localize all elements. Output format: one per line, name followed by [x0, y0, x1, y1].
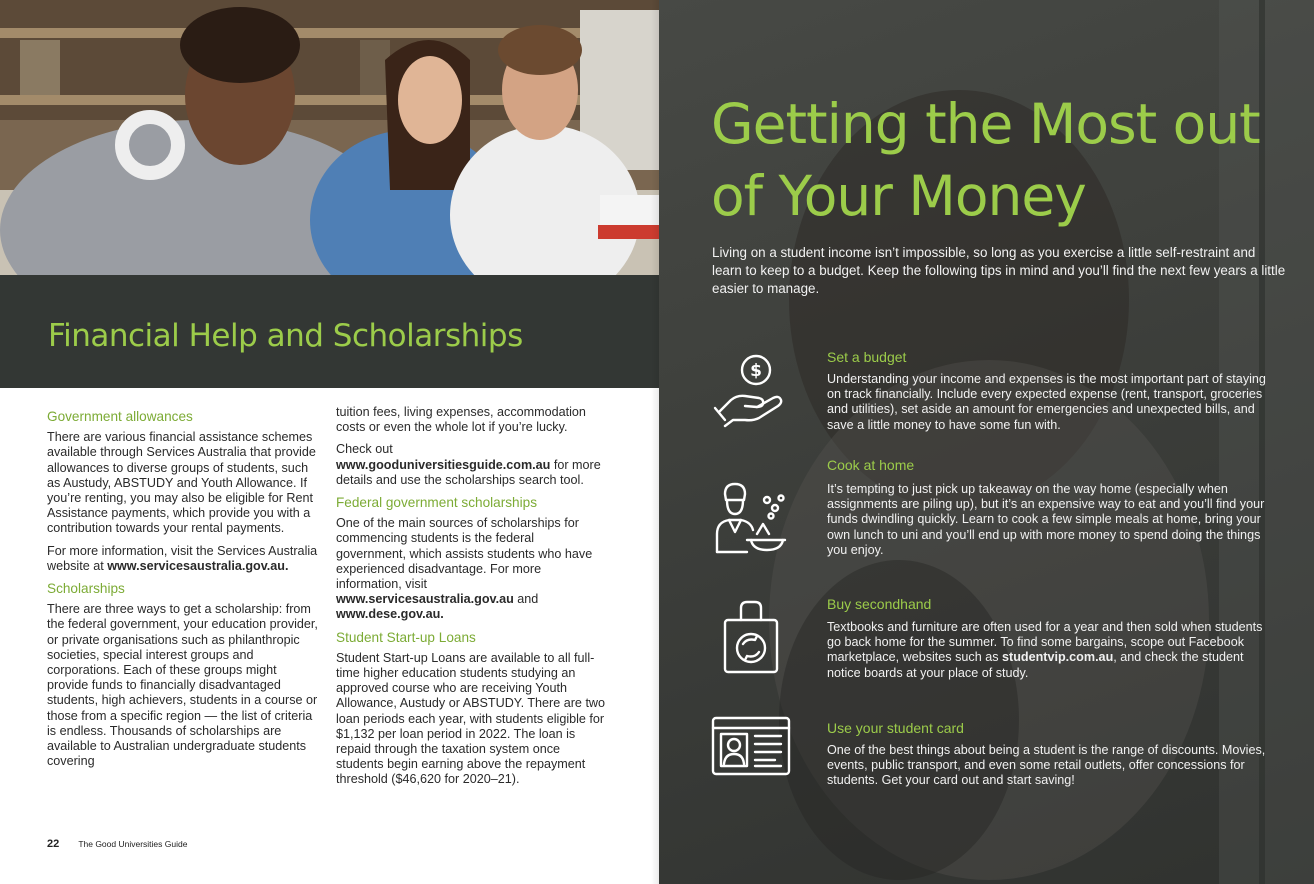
- tip-text: One of the best things about being a student is the range of discounts. Movies, events, public transport, and even some retail outlets, offer concessions for students. Get your card out and start saving!: [827, 743, 1266, 788]
- link-studentvip[interactable]: studentvip.com.au: [1002, 650, 1114, 665]
- heading-federal-scholarships: Federal government scholarships: [336, 495, 537, 511]
- heading-startup-loans: Student Start-up Loans: [336, 629, 476, 645]
- page-number: 22: [47, 838, 60, 850]
- tip-title: Cook at home: [827, 457, 915, 473]
- link-gooduniversitiesguide[interactable]: www.gooduniversitiesguide.com.au: [336, 457, 551, 472]
- text-column-1: [47, 405, 319, 776]
- link-servicesaustralia[interactable]: www.servicesaustralia.gov.au.: [107, 558, 289, 573]
- tip-title: Use your student card: [827, 720, 964, 736]
- students-photo-illustration: [0, 0, 659, 275]
- tip-text: It’s tempting to just pick up takeaway on the way home (especially when assignments are piling up), but it’s an expensive way to eat and you’ll find your funds dwindling quickly. Learn to cook a few simple meals at home, bring your own lunch to uni and you’ll end up with more money to spend doing the things you enjoy.: [827, 482, 1265, 557]
- money-hand-icon: [711, 350, 791, 430]
- paragraph: [47, 544, 319, 574]
- text: One of the main sources of scholarships for commencing students is the federal government, which assists students who have experienced disadvantage. For more information, visit: [336, 516, 593, 592]
- publication-name: The Good Universities Guide: [78, 839, 188, 849]
- link-servicesaustralia[interactable]: www.servicesaustralia.gov.au: [336, 592, 514, 607]
- paragraph: There are various financial assistance schemes available through Services Australia that provide allowances to diverse groups of students, such as Austudy, ABSTUDY and Youth Allowance. If you’re renting, you may also be eligible for Rent Assistance payments, which provide you with a contribution towards your rental payments.: [47, 430, 316, 536]
- chef-cooking-icon: [711, 478, 791, 558]
- tip-text: [827, 620, 1267, 681]
- heading-government-allowances: Government allowances: [47, 409, 193, 424]
- text: Textbooks and furniture are often used for a year and then sold when students go back home for the summer. To find some bargains, scope out Facebook marketplace, websites such as: [827, 620, 1263, 665]
- page-footer: [47, 838, 187, 850]
- tip-title: Buy secondhand: [827, 596, 932, 612]
- heading-scholarships: Scholarships: [47, 581, 125, 597]
- paragraph: [336, 442, 606, 488]
- text: For more information, visit the Services Australia website at: [47, 543, 318, 573]
- paragraph: There are three ways to get a scholarship: from the federal government, your education provider, or private organisations such as philanthropic societies, special interest groups and corporations. Each of these groups might provide funds to financially disadvantaged students, high achievers, students in a course or those from a specific region — the list of criteria is endless. Thousands of scholarships are available to Australian undergraduate students covering: [47, 602, 318, 769]
- text: , and check the student notice boards at your place of study.: [827, 650, 1244, 680]
- paragraph: [336, 516, 606, 622]
- svg-text:$: $: [750, 361, 762, 381]
- page-title: Financial Help and Scholarships: [48, 318, 523, 354]
- link-dese[interactable]: www.dese.gov.au.: [336, 607, 444, 622]
- feature-title: Getting the Most out of Your Money: [711, 92, 1260, 228]
- id-card-icon: [711, 708, 791, 788]
- text: and: [513, 592, 539, 607]
- right-page: [659, 0, 1314, 884]
- text: Check out: [336, 442, 393, 457]
- text-column-2: [336, 405, 606, 795]
- tip-title: Set a budget: [827, 349, 907, 365]
- page-gutter-shadow: [651, 0, 659, 884]
- reusable-bag-icon: [711, 598, 791, 678]
- paragraph: Student Start-up Loans are available to all full-time higher education students studying an approved course who are receiving Youth Allowance, Austudy or ABSTUDY. There are two loan periods each year, with students eligible for $1,132 per loan period in 2022. The loan is repaid through the taxation system once students begin earning above the repayment threshold ($46,620 for 2020–21).: [336, 650, 606, 787]
- text: for more details and use the scholarships search tool.: [336, 457, 601, 487]
- students-studying-photo: [0, 0, 659, 275]
- paragraph: tuition fees, living expenses, accommodation costs or even the whole lot if you’re lucky.: [336, 405, 586, 435]
- tip-text: Understanding your income and expenses is the most important part of staying on track financially. Include every expected expense (rent, transport, groceries and utilities), set aside an amount for emergencies and unexpected bills, and save a little money to have some fun with.: [827, 372, 1266, 432]
- intro-paragraph: Living on a student income isn’t impossible, so long as you exercise a little self-restraint and learn to keep to a budget. Keep the following tips in mind and you’ll find the next few years a little easier to manage.: [712, 245, 1286, 296]
